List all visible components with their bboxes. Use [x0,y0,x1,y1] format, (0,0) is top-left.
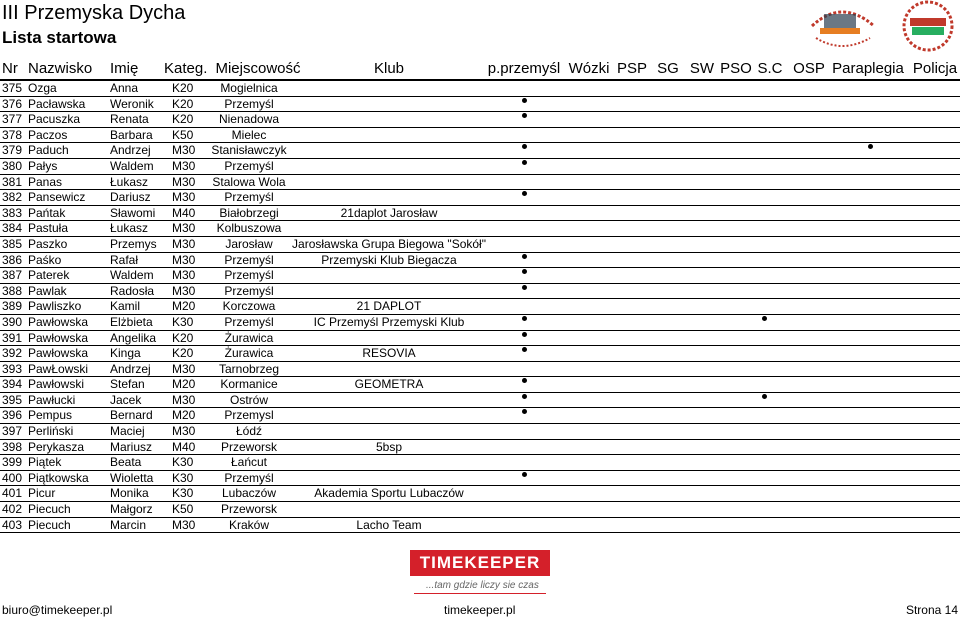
timekeeper-logo: TIMEKEEPER [410,550,550,576]
cell-nazwisko: Paśko [28,252,62,267]
table-row [0,237,960,253]
cell-miejscowosc: Korczowa [222,299,276,314]
footer-email[interactable]: biuro@timekeeper.pl [2,603,113,617]
cell-klub: Jarosławska Grupa Biegowa "Sokół" [292,236,486,251]
table-row [0,471,960,487]
cell-klub: RESOVIA [362,346,416,361]
cell-nazwisko: Pawliszko [28,299,82,314]
col-sc: S.C [757,60,783,77]
cell-imie: Łukasz [110,174,149,189]
cell-nazwisko: Piątek [28,455,62,470]
page-subtitle: Lista startowa [2,28,117,47]
cell-klub: Akademia Sportu Lubaczów [314,486,464,501]
cell-nazwisko: Picur [28,486,56,501]
cell-imie: Małgorz [110,502,153,517]
cell-miejscowosc: Przemysl [224,408,274,423]
col-pso: PSO [720,60,752,77]
cell-klub: GEOMETRA [354,377,424,392]
cell-kateg: M40 [172,205,196,220]
cell-nazwisko: Piątkowska [28,470,89,485]
col-miejscowosc: Miejscowość [215,60,301,77]
table-row [0,253,960,269]
bieg-nocny-logo [812,12,874,46]
cell-nr: 399 [2,455,23,470]
cell-kateg: M30 [172,158,196,173]
cell-imie: Jacek [110,392,142,407]
cell-kateg: M20 [172,377,196,392]
cell-nazwisko: Pempus [28,408,73,423]
cell-imie: Angelika [110,330,157,345]
cell-nazwisko: Piecuch [28,502,71,517]
cell-nr: 402 [2,502,23,517]
cell-kateg: K30 [172,486,194,501]
cell-miejscowosc: Ostrów [229,392,269,407]
cell-nazwisko: Pastuła [28,221,69,236]
col-sw: SW [689,60,715,77]
mark-pprzemysl-icon [522,113,527,118]
table-row [0,284,960,300]
table-row [0,128,960,144]
cell-kateg: M20 [172,408,196,423]
cell-nazwisko: Ozga [28,81,57,95]
cell-miejscowosc: Kolbuszowa [216,221,282,236]
cell-nr: 401 [2,486,23,501]
table-row [0,143,960,159]
cell-imie: Andrzej [110,143,151,158]
mark-pprzemysl-icon [522,285,527,290]
cell-kateg: K20 [172,330,194,345]
cell-nazwisko: Pańtak [28,205,66,220]
cell-imie: Łukasz [110,221,149,236]
cell-nr: 382 [2,190,23,205]
footer-site[interactable]: timekeeper.pl [444,603,516,617]
col-pprzemysl: p.przemyśl [487,60,561,77]
mark-pprzemysl-icon [522,160,527,165]
cell-nazwisko: Pawlak [28,283,67,298]
cell-miejscowosc: Łańcut [230,455,268,470]
cell-nazwisko: Pawłowska [28,314,89,329]
cell-imie: Renata [110,112,149,127]
mark-pprzemysl-icon [522,472,527,477]
cell-kateg: K20 [172,81,194,95]
col-paraplegia: Paraplegia [832,60,904,77]
cell-miejscowosc: Jarosław [225,236,273,251]
cell-nazwisko: Panas [28,174,63,189]
cell-imie: Przemys [110,236,157,251]
cell-kateg: M30 [172,221,196,236]
table-row [0,159,960,175]
cell-nr: 389 [2,299,23,314]
cell-nr: 379 [2,143,23,158]
cell-miejscowosc: Przeworsk [220,502,278,517]
table-row [0,331,960,347]
cell-nr: 394 [2,377,23,392]
col-nazwisko: Nazwisko [28,60,93,77]
cell-kateg: M40 [172,439,196,454]
cell-imie: Bernard [110,408,153,423]
cell-kateg: M30 [172,517,196,532]
cell-imie: Elżbieta [110,314,153,329]
cell-imie: Kamil [110,299,141,314]
cell-imie: Waldem [110,268,154,283]
cell-kateg: M30 [172,268,196,283]
cell-klub: 21 DAPLOT [356,299,422,314]
cell-miejscowosc: Kormanice [220,377,278,392]
mark-pprzemysl-icon [522,254,527,259]
col-wozki: Wózki [568,60,610,77]
table-row [0,175,960,191]
cell-nr: 375 [2,81,23,95]
col-klub: Klub [373,60,405,77]
cell-miejscowosc: Przemyśl [224,190,274,205]
cell-miejscowosc: Żurawica [224,330,274,345]
cell-klub: IC Przemyśl Przemyski Klub [313,314,465,329]
przemyska-dycha-logo [904,2,952,50]
cell-kateg: M30 [172,252,196,267]
col-imie: Imię [110,60,139,77]
cell-kateg: K50 [172,127,194,142]
cell-imie: Monika [110,486,149,501]
cell-kateg: K30 [172,470,194,485]
table-row [0,393,960,409]
cell-kateg: M30 [172,361,196,376]
table-row [0,112,960,128]
mark-sc-icon [762,316,767,321]
cell-miejscowosc: Nienadowa [218,112,280,127]
cell-kateg: K30 [172,314,194,329]
cell-miejscowosc: Przemyśl [224,470,274,485]
table-row [0,315,960,331]
cell-miejscowosc: Stalowa Wola [212,174,286,189]
cell-nazwisko: Pawłowski [28,377,85,392]
cell-imie: Sławomi [110,205,156,220]
table-row [0,190,960,206]
col-psp: PSP [616,60,648,77]
cell-nr: 396 [2,408,23,423]
cell-nazwisko: Pawłucki [28,392,76,407]
cell-imie: Wioletta [110,470,154,485]
cell-imie: Waldem [110,158,154,173]
cell-miejscowosc: Białobrzegi [219,205,279,220]
footer-page: Strona 14 [905,603,958,617]
mark-pprzemysl-icon [522,191,527,196]
table-row [0,221,960,237]
cell-nr: 384 [2,221,23,236]
cell-nr: 395 [2,392,23,407]
cell-kateg: M30 [172,190,196,205]
cell-nr: 391 [2,330,23,345]
cell-nazwisko: Paduch [28,143,69,158]
cell-nr: 377 [2,112,23,127]
cell-imie: Radosła [110,283,155,298]
table-row [0,299,960,315]
cell-miejscowosc: Przemyśl [224,314,274,329]
cell-imie: Marcin [110,517,147,532]
timekeeper-underline [414,593,546,594]
table-row [0,377,960,393]
table-row [0,408,960,424]
cell-kateg: M30 [172,174,196,189]
cell-nr: 403 [2,517,23,532]
cell-imie: Rafał [110,252,139,267]
cell-imie: Maciej [110,424,145,439]
cell-nazwisko: Paczos [28,127,68,142]
cell-nr: 393 [2,361,23,376]
col-policja: Policja [912,60,958,77]
cell-nr: 387 [2,268,23,283]
mark-pprzemysl-icon [522,394,527,399]
table-row [0,362,960,378]
table-row [0,486,960,502]
cell-nazwisko: Paszko [28,236,68,251]
cell-imie: Weronik [110,96,154,111]
cell-kateg: M30 [172,424,196,439]
mark-pprzemysl-icon [522,409,527,414]
mark-pprzemysl-icon [522,332,527,337]
cell-nazwisko: Pacuszka [28,112,81,127]
cell-kateg: M30 [172,283,196,298]
cell-nr: 390 [2,314,23,329]
cell-miejscowosc: Kraków [228,517,270,532]
mark-pprzemysl-icon [522,347,527,352]
cell-nazwisko: PawŁowski [28,361,89,376]
cell-klub: Przemyski Klub Biegacza [321,252,457,267]
table-row [0,81,960,97]
cell-kateg: M30 [172,236,196,251]
cell-nazwisko: Pawłowska [28,330,89,345]
timekeeper-slogan: ...tam gdzie liczy sie czas [426,580,539,591]
cell-imie: Beata [110,455,142,470]
table-row [0,518,960,534]
mark-sc-icon [762,394,767,399]
event-logos [808,0,960,54]
table-row [0,424,960,440]
cell-kateg: K20 [172,346,194,361]
table-row [0,97,960,113]
cell-imie: Mariusz [110,439,153,454]
cell-miejscowosc: Przeworsk [220,439,278,454]
col-osp: OSP [793,60,825,77]
cell-nr: 388 [2,283,23,298]
cell-kateg: K20 [172,96,194,111]
cell-nr: 386 [2,252,23,267]
cell-imie: Anna [110,81,139,95]
mark-pprzemysl-icon [522,316,527,321]
mark-pprzemysl-icon [522,269,527,274]
start-list-table [0,81,960,533]
cell-imie: Dariusz [110,190,151,205]
cell-kateg: K30 [172,455,194,470]
cell-imie: Stefan [110,377,145,392]
cell-imie: Andrzej [110,361,151,376]
cell-miejscowosc: Przemyśl [224,158,274,173]
mark-pprzemysl-icon [522,98,527,103]
table-row [0,502,960,518]
table-row [0,440,960,456]
col-nr: Nr [2,60,18,77]
cell-nazwisko: Pacławska [28,96,86,111]
mark-pprzemysl-icon [522,144,527,149]
cell-miejscowosc: Stanisławczyk [211,143,287,158]
cell-nazwisko: Pałys [28,158,58,173]
cell-klub: Lacho Team [356,517,422,532]
cell-miejscowosc: Przemyśl [224,96,274,111]
cell-miejscowosc: Łódź [235,424,263,439]
cell-kateg: K20 [172,112,194,127]
cell-imie: Barbara [110,127,153,142]
cell-imie: Kinga [110,346,141,361]
cell-kateg: K50 [172,502,194,517]
mark-osp-icon [868,144,873,149]
cell-nazwisko: Paterek [28,268,70,283]
cell-nr: 380 [2,158,23,173]
cell-nr: 378 [2,127,23,142]
cell-nr: 381 [2,174,23,189]
mark-pprzemysl-icon [522,378,527,383]
cell-nr: 392 [2,346,23,361]
cell-klub: 21daplot Jarosław [340,205,438,220]
cell-miejscowosc: Lubaczów [221,486,277,501]
cell-nazwisko: Pansewicz [28,190,86,205]
cell-miejscowosc: Mielec [231,127,267,142]
col-sg: SG [657,60,679,77]
cell-nazwisko: Perliński [28,424,74,439]
cell-miejscowosc: Przemyśl [224,252,274,267]
table-header [0,60,960,80]
cell-nazwisko: Pawłowska [28,346,89,361]
cell-klub: 5bsp [375,439,403,454]
table-row [0,346,960,362]
cell-nr: 376 [2,96,23,111]
table-row [0,268,960,284]
cell-miejscowosc: Mogielnica [220,81,278,95]
cell-nr: 397 [2,424,23,439]
cell-kateg: M20 [172,299,196,314]
cell-miejscowosc: Żurawica [224,346,274,361]
col-kateg: Kateg. [164,60,208,77]
table-row [0,206,960,222]
cell-miejscowosc: Tarnobrzeg [218,361,280,376]
cell-kateg: M30 [172,143,196,158]
page-title: III Przemyska Dycha [2,2,186,24]
cell-nazwisko: Piecuch [28,517,71,532]
cell-nr: 398 [2,439,23,454]
cell-kateg: M30 [172,392,196,407]
table-row [0,455,960,471]
cell-miejscowosc: Przemyśl [224,283,274,298]
cell-nr: 385 [2,236,23,251]
cell-miejscowosc: Przemyśl [224,268,274,283]
cell-nr: 400 [2,470,23,485]
cell-nazwisko: Perykasza [28,439,85,454]
cell-nr: 383 [2,205,23,220]
